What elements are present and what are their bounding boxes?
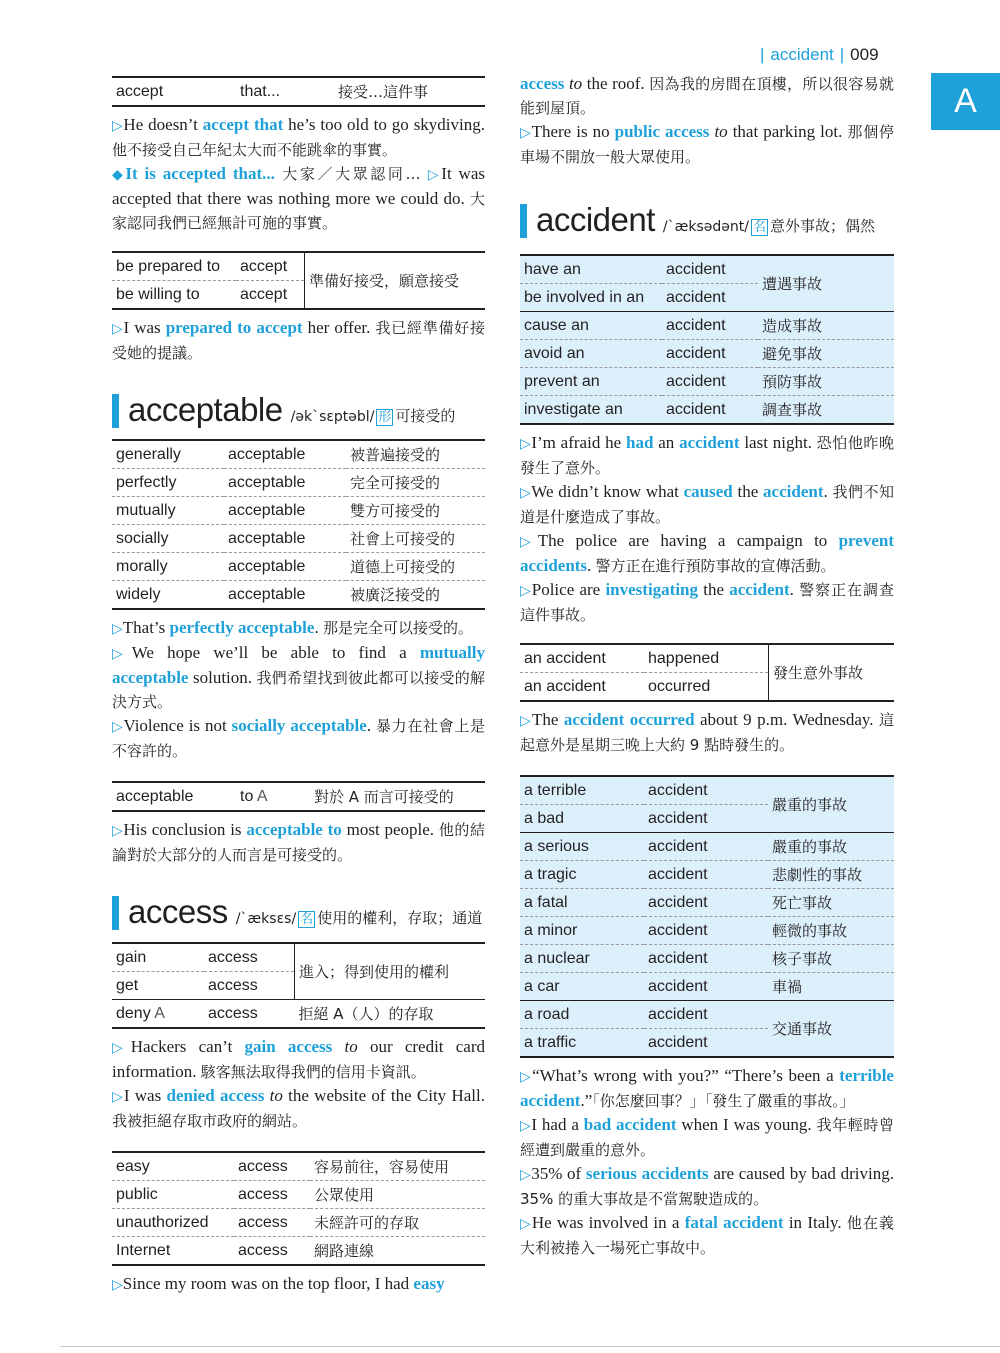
table-cell: have an [524, 260, 581, 278]
table-row [112, 1209, 485, 1237]
table-cell: a minor [520, 917, 644, 945]
table-cell: 造成事故 [758, 312, 894, 340]
table-cell: an accident [524, 649, 606, 667]
collocation-table [112, 942, 485, 1029]
table-cell: accept [240, 257, 288, 275]
table-cell: deny A [112, 1000, 204, 1029]
bottom-rule [60, 1346, 1000, 1347]
table-cell: access [238, 1157, 288, 1175]
headword: acceptable [128, 391, 283, 428]
table-cell: a fatal [520, 889, 644, 917]
table-cell: acceptable [224, 497, 346, 525]
table-cell: accident [648, 781, 708, 799]
headword-access [112, 893, 485, 933]
arrow-icon: ▷ [112, 646, 132, 662]
table-row [112, 1181, 485, 1209]
table-row [520, 945, 894, 973]
table-cell: 核子事故 [768, 945, 894, 973]
table-row [112, 943, 485, 972]
table-cell: 未經許可的存取 [310, 1209, 485, 1237]
definition: 可接受的 [395, 407, 456, 425]
example-sentence: ▷There is no public access to that parking lot. 那個停車場不開放一般大眾使用。 [520, 122, 894, 166]
table-row [112, 469, 485, 497]
arrow-icon: ▷ [112, 118, 124, 134]
table-row [520, 312, 894, 340]
table-row [112, 77, 485, 106]
example-sentence: ▷I had a bad accident when I was young. 我年輕時曾經遭到嚴重的意外。 [520, 1115, 894, 1159]
table-cell: accident [662, 312, 758, 340]
table-cell: 避免事故 [758, 340, 894, 368]
table-cell: 死亡事故 [768, 889, 894, 917]
table-row [520, 861, 894, 889]
table-cell: 嚴重的事故 [768, 833, 894, 861]
table-cell: 接受…這件事 [338, 83, 429, 101]
table-cell: 被廣泛接受的 [346, 581, 485, 610]
collocation-table [112, 76, 485, 107]
headword: accident [536, 201, 655, 238]
example-sentence: ▷The police are having a campaign to prevent accidents. 警方正在進行預防事故的宣傳活動。 [520, 531, 894, 575]
arrow-icon: ▷ [520, 583, 532, 599]
table-cell: cause an [520, 312, 662, 340]
table-cell: 網路連線 [310, 1237, 485, 1266]
table-row [520, 833, 894, 861]
table-cell: accident [666, 260, 726, 278]
arrow-icon: ▷ [520, 1069, 533, 1085]
table-cell: a road [520, 1001, 644, 1029]
arrow-icon: ▷ [112, 1089, 124, 1105]
table-cell: unauthorized [112, 1209, 234, 1237]
pronunciation: /`æksədənt/ [662, 219, 749, 235]
table-cell: acceptable [224, 553, 346, 581]
table-cell: 容易前往，容易使用 [314, 1158, 450, 1176]
table-row [112, 553, 485, 581]
table-cell: morally [112, 553, 224, 581]
part-of-speech-badge: 形 [378, 410, 392, 425]
table-cell: 悲劇性的事故 [768, 861, 894, 889]
table-row [520, 255, 894, 284]
table-row [112, 1237, 485, 1266]
collocation-table [520, 775, 894, 1058]
example-sentence: ▷The accident occurred about 9 p.m. Wednesday. 這起意外是星期三晚上大約 9 點時發生的。 [520, 710, 894, 754]
arrow-icon: ▷ [112, 621, 123, 637]
table-cell: 完全可接受的 [346, 469, 485, 497]
table-row [520, 644, 894, 673]
table-cell: be involved in an [520, 284, 662, 312]
table-cell: get [112, 972, 204, 1000]
letter-tab[interactable]: A [931, 73, 1000, 130]
example-sentence: ▷That’s perfectly acceptable. 那是完全可以接受的。 [112, 618, 473, 637]
table-cell: occurred [644, 673, 769, 702]
table-cell: accident [644, 945, 768, 973]
table-cell: a car [520, 973, 644, 1001]
collocation-table [112, 1151, 485, 1266]
example-sentence: ▷He doesn’t accept that he’s too old to go skydiving. 他不接受自己年紀太大而不能跳傘的事實。 [112, 115, 486, 159]
table-cell: an accident [520, 673, 644, 702]
collocation-table [112, 781, 485, 812]
example-sentence: ▷His conclusion is acceptable to most people. 他的結論對於大部分的人而言是可接受的。 [112, 820, 485, 864]
table-cell: 道德上可接受的 [346, 553, 485, 581]
table-cell: accident [644, 973, 768, 1001]
table-cell: acceptable [228, 445, 306, 463]
diamond-icon: ◆ [112, 167, 126, 183]
part-of-speech-badge: 名 [300, 912, 314, 927]
collocation-table [520, 254, 894, 425]
table-cell: access [204, 972, 295, 1000]
table-cell: 交通事故 [768, 1001, 894, 1058]
table-cell: to A [240, 787, 268, 805]
table-cell: prevent an [520, 368, 662, 396]
table-cell: accept [116, 82, 164, 100]
arrow-icon: ▷ [520, 436, 532, 452]
example-sentence: ▷Police are investigating the accident. 警察正在調查這件事故。 [520, 580, 894, 624]
table-row [112, 525, 485, 553]
arrow-icon: ▷ [520, 1216, 532, 1232]
arrow-icon: ▷ [520, 1167, 532, 1183]
table-row [112, 782, 485, 811]
table-cell: 進入；得到使用的權利 [295, 943, 486, 1000]
arrow-icon: ▷ [520, 713, 532, 729]
right-column [520, 72, 894, 1260]
example-sentence: ▷I’m afraid he had an accident last night. 恐怕他昨晚發生了意外。 [520, 433, 894, 477]
table-row [520, 396, 894, 425]
table-cell: 遭遇事故 [762, 275, 823, 293]
table-row [112, 440, 485, 469]
headword-bar [112, 394, 119, 428]
example-sentence: ◆It is accepted that... 大家／大眾認同… ▷It was accepted that there was nothing more we could do. 大家認同我們已經無計可施的事實。 [112, 164, 485, 232]
arrow-icon: ▷ [112, 1040, 131, 1056]
arrow-icon: ▷ [520, 534, 538, 550]
example-sentence: ▷We hope we’ll be able to find a mutually acceptable solution. 我們希望找到彼此都可以接受的解決方式。 [112, 643, 485, 711]
table-cell: accident [662, 284, 758, 312]
arrow-icon: ▷ [112, 321, 124, 337]
example-sentence: access to the roof. 因為我的房間在頂樓，所以很容易就能到屋頂。 [520, 74, 894, 117]
table-row [112, 1152, 485, 1181]
table-row [112, 252, 485, 281]
table-cell: widely [112, 581, 224, 610]
definition: 使用的權利，存取；通道 [317, 909, 483, 927]
table-row [112, 1000, 485, 1029]
running-header [760, 45, 879, 65]
definition: 意外事故；偶然 [770, 217, 876, 235]
headword: access [128, 893, 228, 930]
table-cell: a bad [520, 805, 644, 833]
page-number: 009 [850, 45, 879, 64]
collocation-table [112, 251, 485, 310]
collocation-table [112, 439, 485, 610]
table-cell: 公眾使用 [310, 1181, 485, 1209]
header-separator: | [839, 45, 845, 64]
table-cell: avoid an [520, 340, 662, 368]
table-cell: accident [644, 805, 768, 833]
table-cell: a serious [520, 833, 644, 861]
table-cell: 社會上可接受的 [346, 525, 485, 553]
table-cell: accident [644, 861, 768, 889]
table-cell: happened [648, 649, 720, 667]
table-cell: 車禍 [768, 973, 894, 1001]
table-row [520, 917, 894, 945]
pronunciation: /ək`sɛptəbl/ [290, 409, 375, 425]
table-cell: accident [644, 1029, 768, 1058]
arrow-icon: ▷ [112, 823, 124, 839]
table-row [520, 340, 894, 368]
table-cell: accept [236, 281, 305, 310]
table-row [520, 368, 894, 396]
headword-acceptable [112, 391, 485, 431]
table-cell: access [204, 1000, 295, 1029]
collocation-table [520, 643, 894, 702]
table-cell: accident [644, 917, 768, 945]
table-cell: 準備好接受，願意接受 [305, 252, 486, 309]
table-cell: a terrible [524, 781, 587, 799]
table-cell: access [208, 948, 258, 966]
example-sentence: ▷Hackers can’t gain access to our credit card information. 駭客無法取得我們的信用卡資訊。 [112, 1037, 485, 1081]
table-cell: access [234, 1181, 310, 1209]
table-cell: 雙方可接受的 [346, 497, 485, 525]
table-cell: 輕微的事故 [768, 917, 894, 945]
table-cell: accident [644, 1001, 768, 1029]
arrow-icon: ▷ [427, 167, 442, 183]
table-cell: socially [112, 525, 224, 553]
example-sentence: ▷I was prepared to accept her offer. 我已經準備好接受她的提議。 [112, 318, 485, 362]
example-sentence: ▷He was involved in a fatal accident in Italy. 他在義大利被捲入一場死亡事故中。 [520, 1213, 894, 1257]
table-cell: be willing to [112, 281, 236, 310]
left-column [112, 76, 485, 1297]
table-cell: accident [644, 833, 768, 861]
part-of-speech-badge: 名 [752, 220, 766, 235]
headword-bar [520, 204, 527, 238]
table-cell: access [234, 1237, 310, 1266]
table-row [520, 889, 894, 917]
example-sentence: ▷Violence is not socially acceptable. 暴力在社會上是不容許的。 [112, 716, 485, 760]
table-cell: gain [116, 948, 147, 966]
table-cell: 調查事故 [758, 396, 894, 425]
table-cell: acceptable [224, 581, 346, 610]
example-sentence: ▷Since my room was on the top floor, I had easy [112, 1274, 445, 1293]
table-row [520, 776, 894, 805]
table-cell: 被普遍接受的 [350, 446, 441, 464]
header-bar: | [760, 45, 765, 64]
table-cell: perfectly [112, 469, 224, 497]
table-cell: accident [662, 396, 758, 425]
headword-accident [520, 201, 894, 241]
example-sentence: ▷35% of serious accidents are caused by bad driving. 35% 的重大事故是不當駕駛造成的。 [520, 1164, 894, 1208]
table-cell: 發生意外事故 [769, 644, 895, 701]
table-cell: 對於 A 而言可接受的 [314, 788, 454, 806]
table-cell: mutually [112, 497, 224, 525]
table-row [112, 497, 485, 525]
pronunciation: /`æksɛs/ [235, 911, 297, 927]
table-cell: 拒絕 A（人）的存取 [295, 1000, 486, 1029]
example-sentence: ▷We didn’t know what caused the accident. 我們不知道是什麼造成了事故。 [520, 482, 894, 526]
running-word: accident [770, 45, 834, 64]
table-cell: accident [662, 340, 758, 368]
table-cell: generally [116, 445, 181, 463]
table-cell: that... [240, 82, 281, 100]
arrow-icon: ▷ [520, 1118, 532, 1134]
table-cell: Internet [112, 1237, 234, 1266]
table-cell: access [234, 1209, 310, 1237]
table-cell: easy [116, 1157, 150, 1175]
headword-bar [112, 896, 119, 930]
table-cell: accident [662, 368, 758, 396]
table-cell: a nuclear [520, 945, 644, 973]
example-sentence: ▷I was denied access to the website of the City Hall. 我被拒絕存取市政府的網站。 [112, 1086, 485, 1130]
table-cell: a tragic [520, 861, 644, 889]
table-cell: a traffic [520, 1029, 644, 1058]
table-cell: acceptable [224, 525, 346, 553]
arrow-icon: ▷ [520, 485, 532, 501]
table-cell: be prepared to [116, 257, 221, 275]
table-cell: accident [644, 889, 768, 917]
table-row [520, 1001, 894, 1029]
table-cell: 預防事故 [758, 368, 894, 396]
arrow-icon: ▷ [112, 1277, 123, 1293]
table-cell: investigate an [520, 396, 662, 425]
table-row [520, 973, 894, 1001]
arrow-icon: ▷ [112, 719, 124, 735]
arrow-icon: ▷ [520, 125, 532, 141]
table-cell: public [112, 1181, 234, 1209]
table-cell: acceptable [116, 787, 194, 805]
table-cell: 嚴重的事故 [772, 796, 848, 814]
table-row [112, 581, 485, 610]
table-cell: acceptable [224, 469, 346, 497]
example-sentence: ▷“What’s wrong with you?” “There’s been a terrible accident.”「你怎麼回事？」「發生了嚴重的事故。」 [520, 1066, 894, 1110]
